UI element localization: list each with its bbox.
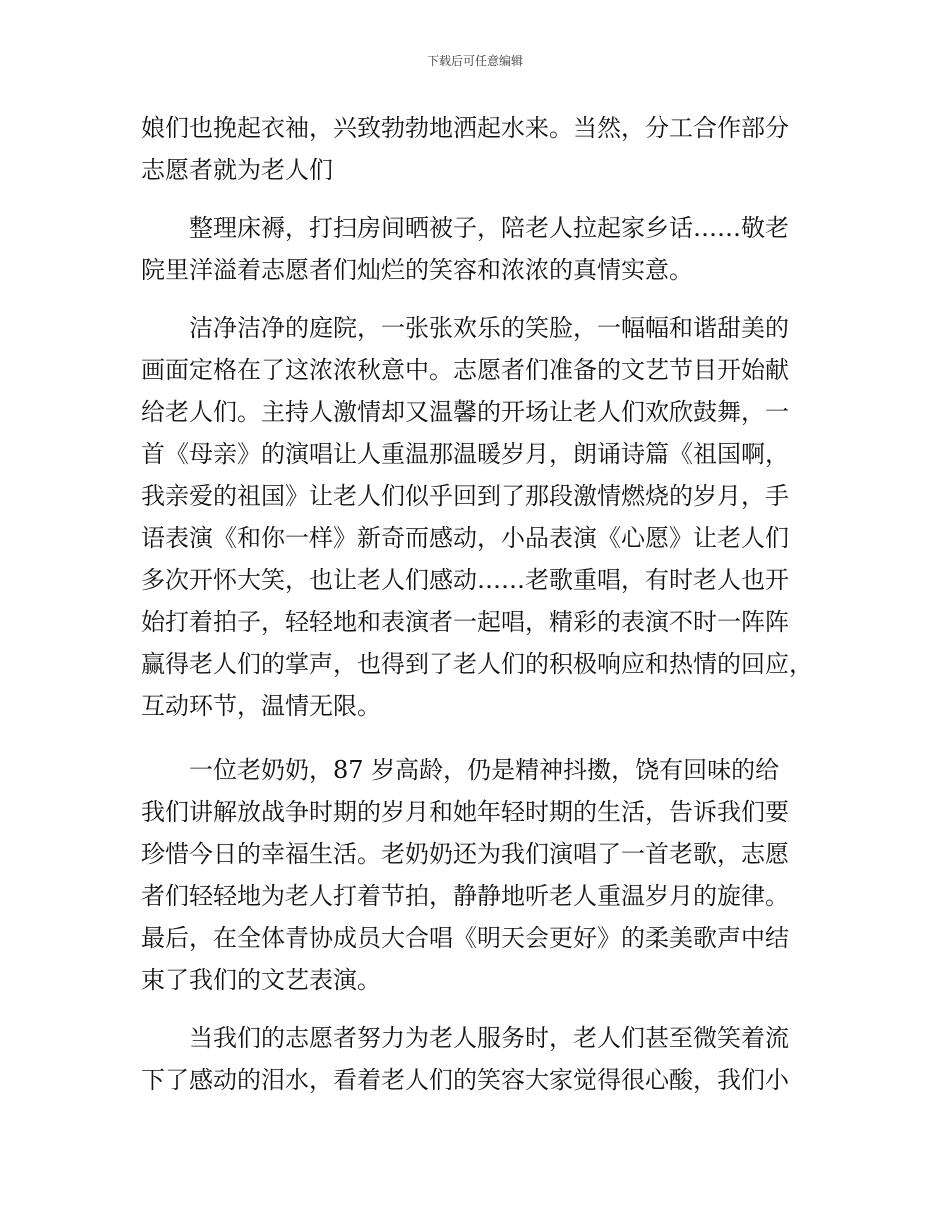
text-line: 整理床褥，打扫房间晒被子，陪老人拉起家乡话……敬老 — [189, 214, 789, 242]
text-line: 画面定格在了这浓浓秋意中。志愿者们准备的文艺节目开始献 — [141, 356, 789, 384]
text-line: 给老人们。主持人激情却又温馨的开场让老人们欢欣鼓舞，一 — [141, 398, 789, 426]
text-line: 始打着拍子，轻轻地和表演者一起唱，精彩的表演不时一阵阵 — [141, 608, 789, 636]
text-line: 娘们也挽起衣袖，兴致勃勃地洒起水来。当然，分工合作部分 — [141, 114, 789, 142]
text-line: 多次开怀大笑，也让老人们感动……老歌重唱，有时老人也开 — [141, 566, 789, 594]
text-line: 我们讲解放战争时期的岁月和她年轻时期的生活，告诉我们要 — [141, 798, 789, 826]
text-line: 赢得老人们的掌声，也得到了老人们的积极响应和热情的回应， — [141, 650, 813, 678]
text-line: 洁净洁净的庭院，一张张欢乐的笑脸，一幅幅和谐甜美的 — [189, 314, 789, 342]
page-header: 下载后可任意编辑 — [426, 54, 523, 68]
text-line: 束了我们的文艺表演。 — [141, 966, 381, 994]
text-line: 最后，在全体青协成员大合唱《明天会更好》的柔美歌声中结 — [141, 924, 789, 952]
text-line: 者们轻轻地为老人打着节拍，静静地听老人重温岁月的旋律。 — [141, 882, 789, 910]
text-line: 一位老奶奶，87 岁高龄，仍是精神抖擞，饶有回味的给 — [189, 756, 780, 784]
text-line: 当我们的志愿者努力为老人服务时，老人们甚至微笑着流 — [189, 1024, 789, 1052]
text-line: 我亲爱的祖国》让老人们似乎回到了那段激情燃烧的岁月，手 — [141, 482, 789, 510]
text-line: 互动环节，温情无限。 — [141, 692, 381, 720]
text-line: 志愿者就为老人们 — [141, 156, 333, 184]
text-line: 首《母亲》的演唱让人重温那温暖岁月，朗诵诗篇《祖国啊， — [141, 440, 789, 468]
text-line: 珍惜今日的幸福生活。老奶奶还为我们演唱了一首老歌，志愿 — [141, 840, 789, 868]
text-line: 院里洋溢着志愿者们灿烂的笑容和浓浓的真情实意。 — [141, 256, 693, 284]
text-line: 下了感动的泪水，看着老人们的笑容大家觉得很心酸，我们小 — [141, 1066, 789, 1094]
text-line: 语表演《和你一样》新奇而感动，小品表演《心愿》让老人们 — [141, 524, 789, 552]
